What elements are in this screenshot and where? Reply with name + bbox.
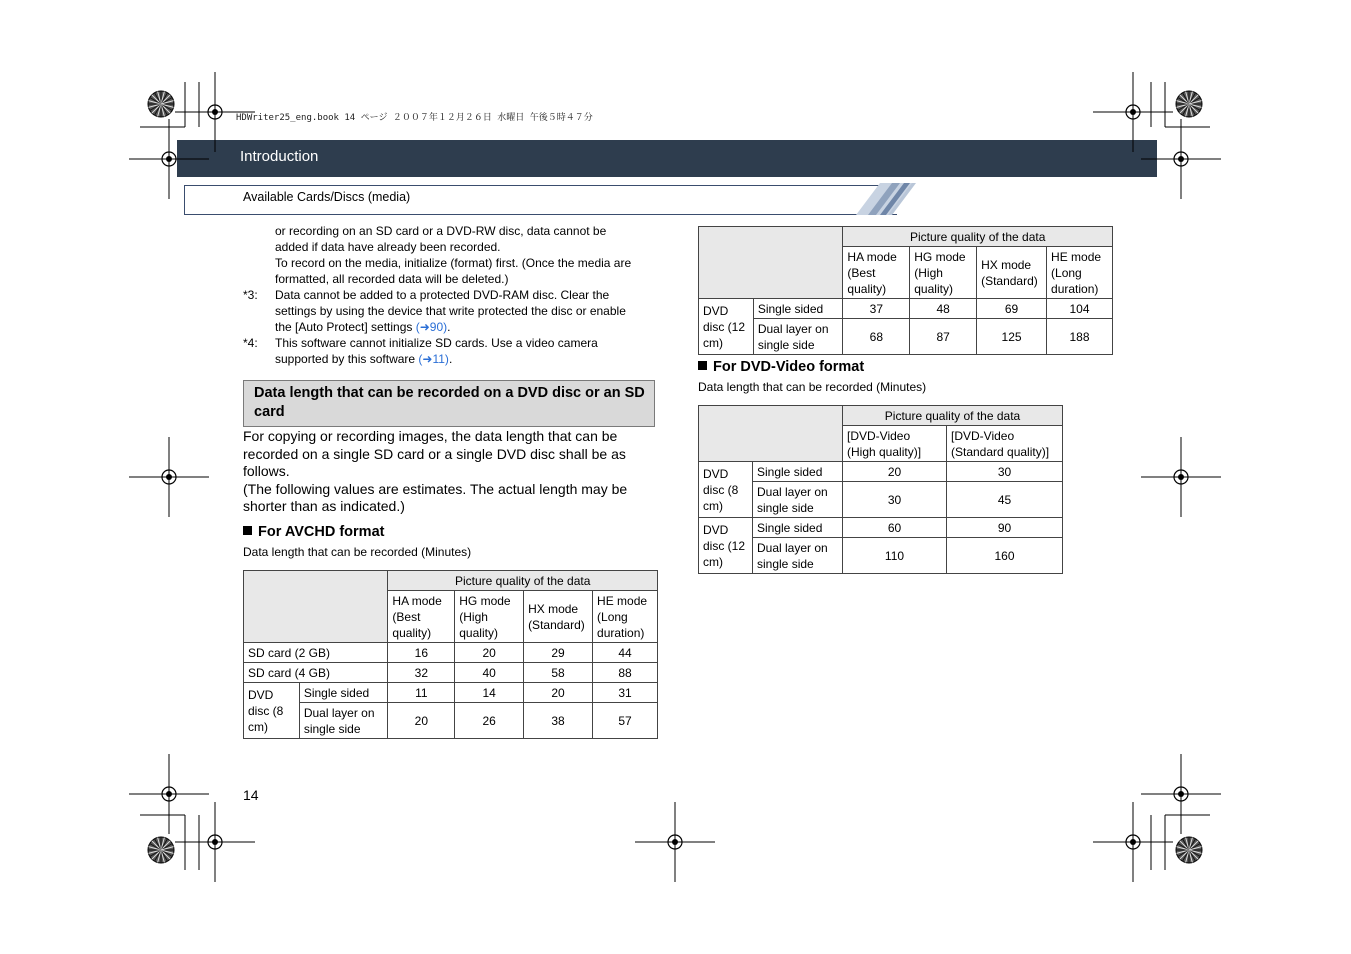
row-group-label: DVD disc (12 cm) (699, 518, 753, 574)
registration-star-icon (161, 850, 168, 861)
avchd-caption: Data length that can be recorded (Minutes) (243, 545, 472, 559)
dvdvideo-caption: Data length that can be recorded (Minutes) (698, 380, 927, 394)
footnote-line: formatted, all recorded data will be deleted.) (275, 272, 509, 286)
crosshair-icon (1178, 474, 1184, 480)
paragraph-1: For copying or recording images, the data length that can be recorded on a single SD card or a single DVD disc shall be as follows. (243, 428, 626, 479)
registration-star-icon (1186, 837, 1189, 850)
registration-star-icon (155, 104, 162, 115)
page-11-link[interactable]: (➜11) (418, 352, 449, 366)
registration-star-icon (1189, 93, 1196, 104)
registration-star-icon (1176, 101, 1189, 104)
registration-star-icon (1176, 850, 1189, 853)
row-label: SD card (4 GB) (244, 663, 388, 683)
registration-star-icon (161, 104, 164, 117)
table-cell: 20 (843, 462, 947, 482)
print-info: HDWriter25_eng.book 14 ページ ２００７年１２月２６日 水曜日 午後５時４７分 (236, 113, 593, 123)
registration-star-icon (1189, 104, 1200, 111)
footnote-continuation (275, 223, 665, 287)
registration-star-icon (161, 104, 172, 111)
registration-star-icon (152, 841, 161, 850)
registration-star-icon (148, 104, 161, 107)
table-cell: 90 (947, 518, 1063, 538)
table-cell: 11 (388, 683, 455, 703)
intro-paragraph (243, 428, 653, 516)
registration-star-icon (161, 850, 164, 863)
registration-star-icon (1180, 841, 1189, 850)
registration-star-icon (1189, 850, 1202, 853)
table-row (699, 299, 1113, 319)
registration-star-icon (1189, 850, 1200, 857)
dvdvideo-heading (698, 359, 864, 375)
header-stripe-decoration (830, 183, 920, 217)
avchd-heading-text: For AVCHD format (258, 524, 385, 540)
table-row (244, 663, 658, 683)
registration-star-icon (161, 850, 170, 859)
registration-star-icon (1189, 104, 1196, 115)
crosshair-icon (208, 105, 222, 119)
registration-star-icon (155, 850, 162, 861)
column-group-header: Picture quality of the data (843, 406, 1063, 426)
table-cell: 38 (524, 703, 593, 739)
header-bar (177, 140, 1157, 177)
footnote-period: . (447, 320, 451, 334)
registration-star-icon (1186, 104, 1189, 117)
table-cell: 30 (843, 482, 947, 518)
table-row (699, 518, 1063, 538)
registration-star-icon (150, 104, 161, 111)
registration-star-icon (148, 101, 161, 104)
registration-star-icon (161, 839, 168, 850)
registration-star-icon (1178, 844, 1189, 851)
column-header: HA mode (Best quality) (388, 591, 455, 643)
registration-star-icon (1189, 98, 1200, 105)
registration-star-icon (1180, 95, 1189, 104)
registration-star-icon (1178, 104, 1189, 111)
table-cell: 20 (455, 643, 524, 663)
footnote-line: To record on the media, initialize (format) first. (Once the media are (275, 256, 632, 270)
crosshair-icon (1126, 105, 1140, 119)
registration-star-icon (1189, 95, 1198, 104)
registration-star-icon (148, 847, 161, 850)
avchd-table (243, 570, 658, 739)
row-group-label: DVD disc (8 cm) (699, 462, 753, 518)
registration-star-icon (1183, 850, 1190, 861)
registration-star-icon (158, 104, 161, 117)
row-label: Single sided (299, 683, 388, 703)
registration-star-icon (161, 98, 172, 105)
column-group-header: Picture quality of the data (843, 227, 1113, 247)
table-row (699, 462, 1063, 482)
page-90-link[interactable]: (➜90) (415, 320, 448, 334)
row-label: Dual layer on single side (753, 319, 843, 355)
table-cell: 16 (388, 643, 455, 663)
registration-star-icon (161, 847, 174, 850)
footnote-line: This software cannot initialize SD cards. Use a video camera (275, 336, 598, 350)
footnote-line: or recording on an SD card or a DVD-RW disc, data cannot be (275, 224, 607, 238)
column-header: HE mode (Long duration) (1047, 247, 1113, 299)
registration-star-icon (1189, 91, 1192, 104)
registration-star-icon (1176, 104, 1189, 107)
registration-star-icon (1178, 850, 1189, 857)
table-cell: 69 (977, 299, 1047, 319)
table-corner (699, 227, 843, 299)
table-cell: 14 (455, 683, 524, 703)
avchd-12cm-table (698, 226, 1113, 355)
footnote-line (275, 319, 670, 335)
table-row (699, 482, 1063, 518)
row-label: Single sided (753, 299, 843, 319)
footnote-period: . (448, 352, 453, 366)
registration-star-icon (150, 844, 161, 851)
table-cell: 20 (388, 703, 455, 739)
registration-star-icon (161, 850, 172, 857)
registration-star-icon (1189, 837, 1192, 850)
table-cell: 104 (1047, 299, 1113, 319)
column-header: HX mode (Standard) (524, 591, 593, 643)
table-cell: 110 (843, 538, 947, 574)
crosshair-icon (166, 791, 172, 797)
registration-star-icon (1189, 101, 1202, 104)
crosshair-icon (166, 156, 172, 162)
crosshair-icon (668, 835, 682, 849)
registration-star-icon (161, 850, 174, 853)
registration-star-icon (148, 91, 174, 117)
crosshair-icon (1174, 787, 1188, 801)
table-cell: 37 (843, 299, 910, 319)
registration-star-icon (1176, 837, 1202, 863)
crosshair-icon (1126, 835, 1140, 849)
registration-star-icon (150, 850, 161, 857)
registration-star-icon (161, 93, 168, 104)
crosshair-icon (162, 470, 176, 484)
registration-star-icon (155, 93, 162, 104)
table-row (244, 683, 658, 703)
dvdvideo-heading-text: For DVD-Video format (713, 359, 865, 375)
registration-star-icon (1189, 847, 1202, 850)
footnote-text: supported by this software (275, 352, 419, 366)
table-corner (699, 406, 843, 462)
table-cell: 188 (1047, 319, 1113, 355)
table-cell: 60 (843, 518, 947, 538)
table-cell: 88 (593, 663, 658, 683)
column-header: HX mode (Standard) (977, 247, 1047, 299)
footnote-line: added if data have already been recorded. (275, 240, 501, 254)
registration-star-icon (1189, 839, 1196, 850)
table-cell: 20 (524, 683, 593, 703)
registration-star-icon (1183, 104, 1190, 115)
registration-star-icon (1189, 850, 1196, 861)
row-label: Dual layer on single side (753, 538, 843, 574)
registration-star-icon (161, 837, 164, 850)
table-row (244, 703, 658, 739)
dvdvideo-table (698, 405, 1063, 574)
footnote-line (275, 351, 670, 367)
section-heading: Data length that can be recorded on a DVD disc or an SD card (254, 385, 645, 420)
registration-star-icon (158, 850, 161, 863)
avchd-heading (243, 524, 384, 540)
crosshair-icon (1130, 109, 1136, 115)
table-corner (244, 571, 388, 643)
table-cell: 40 (455, 663, 524, 683)
row-label: SD card (2 GB) (244, 643, 388, 663)
registration-star-icon (1189, 844, 1200, 851)
column-header: HE mode (Long duration) (593, 591, 658, 643)
registration-star-icon (161, 104, 174, 107)
footnote-4 (275, 335, 670, 367)
registration-star-icon (161, 844, 172, 851)
row-label: Dual layer on single side (299, 703, 388, 739)
registration-star-icon (152, 95, 161, 104)
footnote-text: the [Auto Protect] settings (275, 320, 416, 334)
registration-star-icon (1189, 104, 1192, 117)
table-cell: 44 (593, 643, 658, 663)
crosshair-icon (212, 109, 218, 115)
crosshair-icon (212, 839, 218, 845)
crosshair-icon (1130, 839, 1136, 845)
registration-star-icon (1189, 850, 1198, 859)
footnote-3-mark: *3: (243, 288, 258, 302)
registration-star-icon (150, 98, 161, 105)
crosshair-icon (1178, 791, 1184, 797)
table-cell: 87 (910, 319, 977, 355)
footnote-line: Data cannot be added to a protected DVD-RAM disc. Clear the (275, 288, 610, 302)
column-group-header: Picture quality of the data (388, 571, 658, 591)
registration-star-icon (1183, 839, 1190, 850)
registration-star-icon (158, 837, 161, 850)
registration-star-icon (1189, 104, 1202, 107)
bullet-square-icon (698, 361, 707, 370)
column-header: HG mode (High quality) (910, 247, 977, 299)
row-label: Dual layer on single side (753, 482, 843, 518)
page-number: 14 (243, 787, 259, 803)
crosshair-icon (208, 835, 222, 849)
section-title: Introduction (240, 148, 319, 165)
crosshair-icon (162, 152, 176, 166)
crosshair-icon (1174, 152, 1188, 166)
registration-star-icon (1183, 93, 1190, 104)
table-cell: 45 (947, 482, 1063, 518)
table-cell: 32 (388, 663, 455, 683)
registration-star-icon (161, 104, 168, 115)
table-row (699, 538, 1063, 574)
row-label: Single sided (753, 518, 843, 538)
registration-star-icon (155, 839, 162, 850)
table-cell: 125 (977, 319, 1047, 355)
registration-star-icon (152, 850, 161, 859)
crosshair-icon (166, 474, 172, 480)
registration-star-icon (161, 91, 164, 104)
crosshair-icon (1174, 470, 1188, 484)
column-header: HA mode (Best quality) (843, 247, 910, 299)
table-row (244, 643, 658, 663)
registration-star-icon (161, 104, 170, 113)
paragraph-2: (The following values are estimates. The actual length may be shorter than as indicated.) (243, 480, 628, 514)
footnote-3 (275, 287, 670, 335)
registration-star-icon (1180, 104, 1189, 113)
registration-star-icon (161, 95, 170, 104)
registration-star-icon (148, 837, 174, 863)
registration-star-icon (1186, 91, 1189, 104)
subsection-title: Available Cards/Discs (media) (243, 190, 411, 204)
registration-star-icon (161, 101, 174, 104)
column-header: [DVD-Video (High quality)] (843, 426, 947, 462)
footnote-line: settings by using the device that write protected the disc or enable (275, 304, 626, 318)
registration-star-icon (1189, 104, 1198, 113)
registration-star-icon (148, 850, 161, 853)
registration-star-icon (161, 841, 170, 850)
table-cell: 30 (947, 462, 1063, 482)
table-cell: 26 (455, 703, 524, 739)
registration-star-icon (1186, 850, 1189, 863)
bullet-square-icon (243, 526, 252, 535)
registration-star-icon (158, 91, 161, 104)
column-header: HG mode (High quality) (455, 591, 524, 643)
table-cell: 48 (910, 299, 977, 319)
table-cell: 58 (524, 663, 593, 683)
table-cell: 68 (843, 319, 910, 355)
registration-star-icon (1178, 98, 1189, 105)
table-cell: 31 (593, 683, 658, 703)
footnote-4-mark: *4: (243, 336, 258, 350)
table-cell: 29 (524, 643, 593, 663)
crosshair-icon (672, 839, 678, 845)
registration-star-icon (152, 104, 161, 113)
crosshair-icon (162, 787, 176, 801)
crosshair-icon (1178, 156, 1184, 162)
row-group-label: DVD disc (12 cm) (699, 299, 754, 355)
column-header: [DVD-Video (Standard quality)] (947, 426, 1063, 462)
row-label: Single sided (753, 462, 843, 482)
registration-star-icon (1189, 850, 1192, 863)
registration-star-icon (1189, 841, 1198, 850)
row-group-label: DVD disc (8 cm) (244, 683, 300, 739)
table-cell: 160 (947, 538, 1063, 574)
registration-star-icon (1180, 850, 1189, 859)
registration-star-icon (1176, 847, 1189, 850)
table-cell: 57 (593, 703, 658, 739)
registration-star-icon (1176, 91, 1202, 117)
table-row (699, 319, 1113, 355)
